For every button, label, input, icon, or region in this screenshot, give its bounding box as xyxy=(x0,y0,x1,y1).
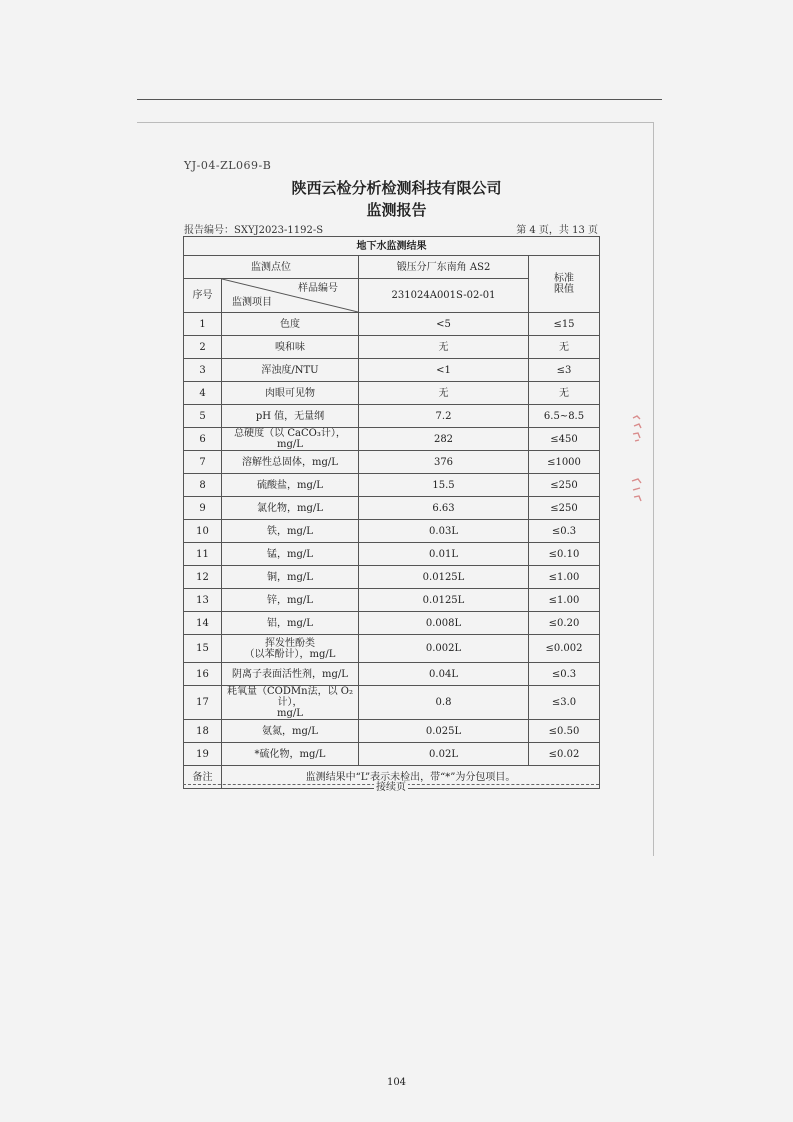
row-result: 无 xyxy=(359,336,529,359)
row-limit: ≤0.20 xyxy=(529,612,600,635)
row-limit: ≤0.50 xyxy=(529,720,600,743)
seal-mark-icon xyxy=(630,476,644,506)
row-result: 0.03L xyxy=(359,520,529,543)
table-row xyxy=(184,313,600,336)
table-row xyxy=(184,686,600,720)
report-number: 报告编号：SXYJ2023-1192-S xyxy=(184,225,324,236)
row-number: 12 xyxy=(184,566,222,589)
seq-header: 序号 xyxy=(184,279,222,313)
row-result: 15.5 xyxy=(359,474,529,497)
row-number: 4 xyxy=(184,382,222,405)
table-row xyxy=(184,566,600,589)
row-result: 376 xyxy=(359,451,529,474)
row-item: 浑浊度/NTU xyxy=(222,359,359,382)
table-row xyxy=(184,428,600,451)
table-row xyxy=(184,635,600,663)
row-number: 9 xyxy=(184,497,222,520)
continued-label: 接续页 xyxy=(376,782,406,793)
row-item: 铁，mg/L xyxy=(222,520,359,543)
seal-mark-icon xyxy=(630,414,644,444)
row-result: 7.2 xyxy=(359,405,529,428)
row-number: 6 xyxy=(184,428,222,451)
table-caption: 地下水监测结果 xyxy=(184,237,600,256)
table-row xyxy=(184,336,600,359)
table-row xyxy=(184,720,600,743)
row-item: 溶解性总固体，mg/L xyxy=(222,451,359,474)
row-item: 锌，mg/L xyxy=(222,589,359,612)
row-limit: ≤3 xyxy=(529,359,600,382)
row-limit: ≤250 xyxy=(529,497,600,520)
row-limit: ≤0.002 xyxy=(529,635,600,663)
diagonal-header-cell xyxy=(222,279,359,313)
row-item: *硫化物，mg/L xyxy=(222,743,359,766)
row-result: 0.01L xyxy=(359,543,529,566)
continued-divider xyxy=(183,778,599,793)
note-text: 监测结果中“L”表示未检出，带“*”为分包项目。 xyxy=(222,766,600,789)
row-limit: ≤1.00 xyxy=(529,589,600,612)
site-value: 锻压分厂东南角 AS2 xyxy=(359,256,529,279)
row-number: 13 xyxy=(184,589,222,612)
row-result: 0.04L xyxy=(359,663,529,686)
row-number: 17 xyxy=(184,686,222,720)
row-result: 6.63 xyxy=(359,497,529,520)
table-row xyxy=(184,474,600,497)
sample-value: 231024A001S-02-01 xyxy=(359,279,529,313)
row-result: <5 xyxy=(359,313,529,336)
row-number: 7 xyxy=(184,451,222,474)
row-limit: 6.5~8.5 xyxy=(529,405,600,428)
row-result: 0.025L xyxy=(359,720,529,743)
row-item: 嗅和味 xyxy=(222,336,359,359)
page-info: 第 4 页，共 13 页 xyxy=(516,225,598,236)
company-name: 陕西云检分析检测科技有限公司 xyxy=(291,179,502,197)
limit-header: 标准 限值 xyxy=(529,256,600,313)
row-item: 氯化物，mg/L xyxy=(222,497,359,520)
header-rule xyxy=(137,99,662,100)
row-limit: ≤1.00 xyxy=(529,566,600,589)
row-result: 282 xyxy=(359,428,529,451)
row-number: 8 xyxy=(184,474,222,497)
row-limit: ≤1000 xyxy=(529,451,600,474)
row-limit: ≤3.0 xyxy=(529,686,600,720)
header-row-site xyxy=(184,256,600,279)
row-number: 11 xyxy=(184,543,222,566)
row-item: 铜，mg/L xyxy=(222,566,359,589)
table-row xyxy=(184,359,600,382)
row-result: 0.0125L xyxy=(359,566,529,589)
row-number: 10 xyxy=(184,520,222,543)
row-result: 0.008L xyxy=(359,612,529,635)
row-number: 3 xyxy=(184,359,222,382)
row-limit: ≤0.3 xyxy=(529,663,600,686)
row-item: pH 值，无量纲 xyxy=(222,405,359,428)
row-limit: 无 xyxy=(529,382,600,405)
row-item: 阴离子表面活性剂，mg/L xyxy=(222,663,359,686)
row-result: <1 xyxy=(359,359,529,382)
row-number: 18 xyxy=(184,720,222,743)
row-item: 肉眼可见物 xyxy=(222,382,359,405)
row-number: 16 xyxy=(184,663,222,686)
row-number: 1 xyxy=(184,313,222,336)
row-item: 总硬度（以 CaCO₃计），mg/L xyxy=(222,428,359,451)
form-code: YJ-04-ZL069-B xyxy=(184,159,272,172)
row-number: 14 xyxy=(184,612,222,635)
row-limit: ≤15 xyxy=(529,313,600,336)
table-row xyxy=(184,612,600,635)
row-item: 氨氮，mg/L xyxy=(222,720,359,743)
table-row xyxy=(184,520,600,543)
table-row xyxy=(184,497,600,520)
table-row xyxy=(184,405,600,428)
table-row xyxy=(184,663,600,686)
row-result: 0.02L xyxy=(359,743,529,766)
row-item: 耗氧量（CODMn法，以 O₂计）， mg/L xyxy=(222,686,359,720)
table-row xyxy=(184,451,600,474)
row-number: 5 xyxy=(184,405,222,428)
row-number: 15 xyxy=(184,635,222,663)
row-item: 色度 xyxy=(222,313,359,336)
row-number: 19 xyxy=(184,743,222,766)
page-number: 104 xyxy=(386,1077,407,1088)
table-caption-row xyxy=(184,237,600,256)
table-row xyxy=(184,382,600,405)
row-number: 2 xyxy=(184,336,222,359)
row-limit: ≤0.10 xyxy=(529,543,600,566)
site-label: 监测点位 xyxy=(184,256,359,279)
table-row xyxy=(184,543,600,566)
row-result: 0.8 xyxy=(359,686,529,720)
sample-label: 样品编号 xyxy=(298,283,338,294)
row-limit: 无 xyxy=(529,336,600,359)
row-item: 硫酸盐，mg/L xyxy=(222,474,359,497)
row-result: 0.002L xyxy=(359,635,529,663)
row-item: 铝，mg/L xyxy=(222,612,359,635)
row-result: 无 xyxy=(359,382,529,405)
groundwater-results-table xyxy=(183,236,600,789)
note-label: 备注 xyxy=(184,766,222,789)
row-item: 锰，mg/L xyxy=(222,543,359,566)
table-row xyxy=(184,743,600,766)
row-result: 0.0125L xyxy=(359,589,529,612)
row-item: 挥发性酚类 （以苯酚计），mg/L xyxy=(222,635,359,663)
row-limit: ≤450 xyxy=(529,428,600,451)
report-title: 监测报告 xyxy=(366,201,427,219)
table-row xyxy=(184,589,600,612)
item-label: 监测项目 xyxy=(232,297,272,308)
row-limit: ≤250 xyxy=(529,474,600,497)
row-limit: ≤0.02 xyxy=(529,743,600,766)
row-limit: ≤0.3 xyxy=(529,520,600,543)
